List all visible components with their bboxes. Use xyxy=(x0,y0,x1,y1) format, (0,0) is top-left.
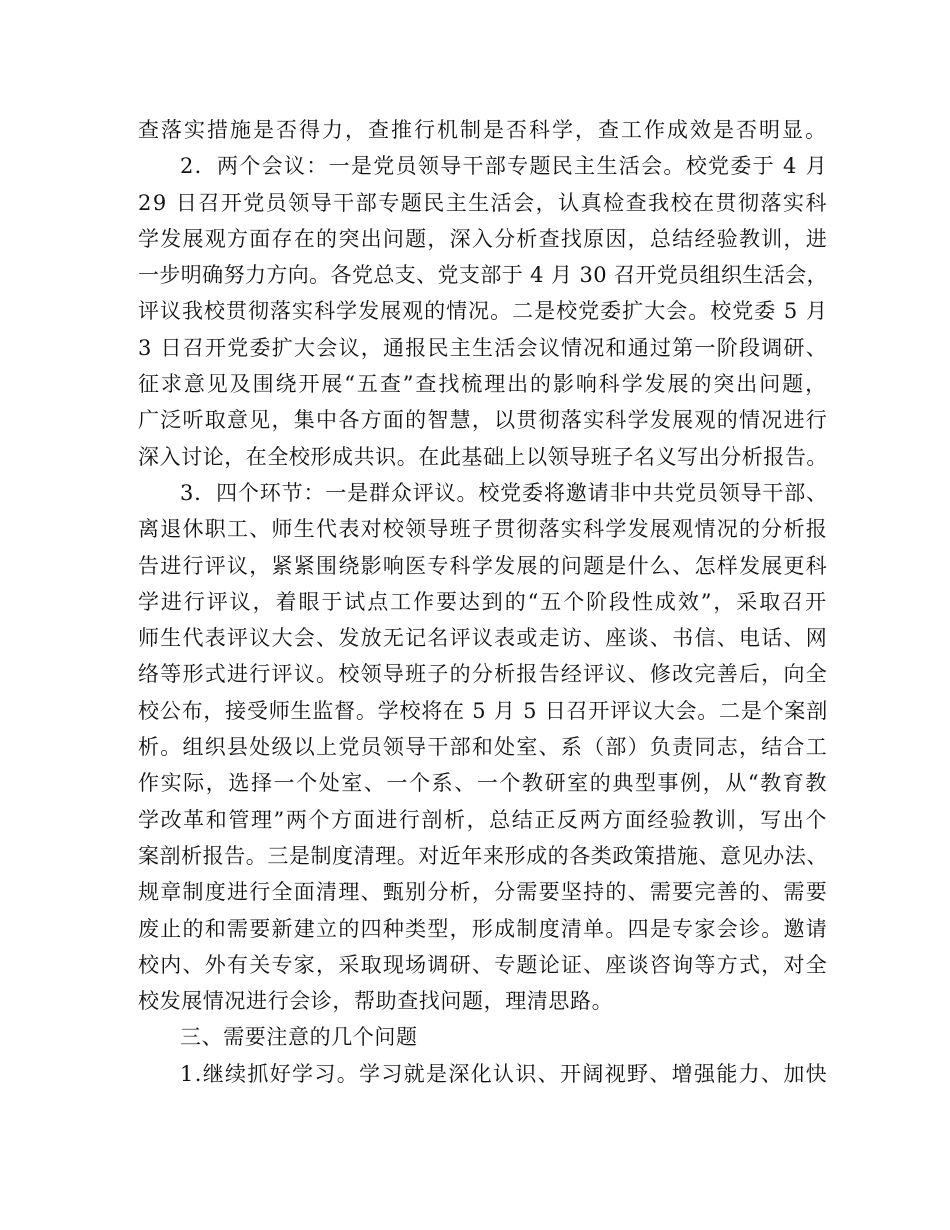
text-line: 3 日召开党委扩大会议，通报民主生活会议情况和通过第一阶段调研、 xyxy=(138,335,828,360)
text-line: 深入讨论，在全校形成共识。在此基础上以领导班子名义写出分析报告。 xyxy=(138,444,828,469)
text-line: 废止的和需要新建立的四种类型，形成制度清单。四是专家会诊。邀请 xyxy=(138,916,828,941)
text-line: 作实际，选择一个处室、一个系、一个教研室的典型事例，从“教育教 xyxy=(138,771,828,796)
text-line: 离退休职工、师生代表对校领导班子贯彻落实科学发展观情况的分析报 xyxy=(138,517,828,542)
text-line: 案剖析报告。三是制度清理。对近年来形成的各类政策措施、意见办法、 xyxy=(138,843,828,868)
text-line: 广泛听取意见，集中各方面的智慧，以贯彻落实科学发展观的情况进行 xyxy=(138,408,828,433)
text-line: 征求意见及围绕开展“五查”查找梳理出的影响科学发展的突出问题， xyxy=(138,372,828,397)
text-line: 三、需要注意的几个问题 xyxy=(180,1025,418,1050)
text-line: 3．四个环节：一是群众评议。校党委将邀请非中共党员领导干部、 xyxy=(180,480,828,505)
text-line: 2．两个会议：一是党员领导干部专题民主生活会。校党委于 4 月 xyxy=(180,154,828,179)
text-line: 规章制度进行全面清理、甄别分析，分需要坚持的、需要完善的、需要 xyxy=(138,880,828,905)
text-line: 学发展观方面存在的突出问题，深入分析查找原因，总结经验教训，进 xyxy=(138,226,828,251)
text-line: 29 日召开党员领导干部专题民主生活会，认真检查我校在贯彻落实科 xyxy=(138,190,828,215)
text-line: 学进行评议，着眼于试点工作要达到的“五个阶段性成效”，采取召开 xyxy=(138,589,828,614)
text-line: 校内、外有关专家，采取现场调研、专题论证、座谈咨询等方式，对全 xyxy=(138,952,828,977)
text-line: 评议我校贯彻落实科学发展观的情况。二是校党委扩大会。校党委 5 月 xyxy=(138,299,828,324)
document-body xyxy=(138,112,828,1092)
text-line: 1.继续抓好学习。学习就是深化认识、开阔视野、增强能力、加快 xyxy=(180,1061,828,1086)
text-line: 告进行评议，紧紧围绕影响医专科学发展的问题是什么、怎样发展更科 xyxy=(138,553,828,578)
text-line: 校发展情况进行会诊，帮助查找问题，理清思路。 xyxy=(138,989,614,1014)
text-line: 查落实措施是否得力，查推行机制是否科学，查工作成效是否明显。 xyxy=(138,118,828,142)
text-line: 校公布，接受师生监督。学校将在 5 月 5 日召开评议大会。二是个案剖 xyxy=(138,698,828,723)
text-line: 析。组织县处级以上党员领导干部和处室、系（部）负责同志，结合工 xyxy=(138,735,828,760)
text-line: 学改革和管理”两个方面进行剖析，总结正反两方面经验教训，写出个 xyxy=(138,807,828,832)
text-line: 络等形式进行评议。校领导班子的分析报告经评议、修改完善后，向全 xyxy=(138,662,828,687)
text-line: 师生代表评议大会、发放无记名评议表或走访、座谈、书信、电话、网 xyxy=(138,626,828,651)
text-line: 一步明确努力方向。各党总支、党支部于 4 月 30 召开党员组织生活会， xyxy=(138,263,828,288)
